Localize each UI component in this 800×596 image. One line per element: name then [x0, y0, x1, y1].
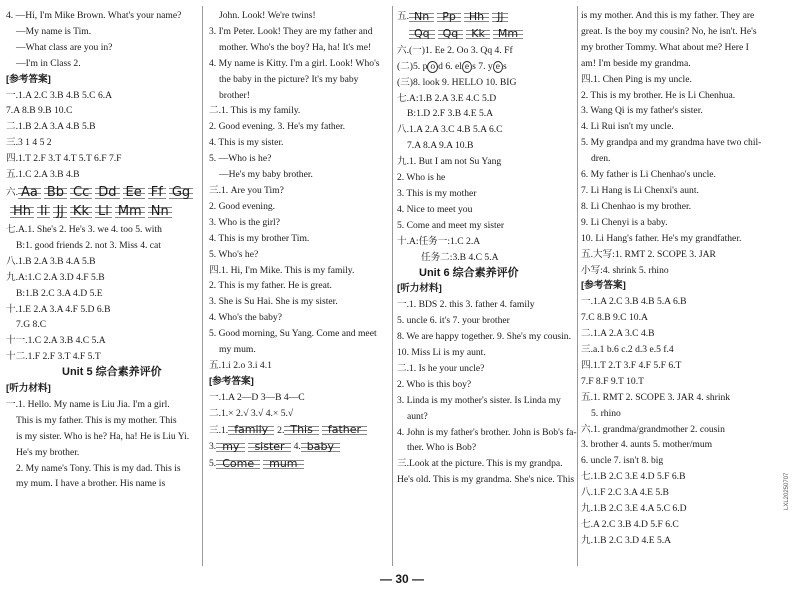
answer-line: 一.1.A 2.C 3.B 4.B 5.A 6.B	[581, 296, 687, 308]
written-word: my	[216, 440, 245, 454]
text-line: 一.1. Hello. My name is Liu Jia. I'm a girl.	[6, 398, 170, 410]
letter-pair: Nn	[148, 203, 172, 221]
letter-pair: Hh	[10, 203, 34, 221]
answer-line: B:1.D 2.F 3.B 4.E 5.A	[407, 108, 494, 120]
section-heading: [参考答案]	[581, 280, 626, 292]
text-line: 4. John is my father's brother. John is Bob's fa-	[397, 426, 577, 438]
answer-line: B:1.B 2.C 3.A 4.D 5.E	[16, 287, 103, 299]
answer-line: 一.1.A 2.C 3.B 4.B 5.C 6.A	[6, 89, 113, 101]
text-line: 3. She is Su Hai. She is my sister.	[209, 296, 338, 308]
item-label: 六.	[6, 187, 18, 199]
text-line: 小写:4. shrink 5. rhino	[581, 264, 669, 276]
text-span: s	[502, 60, 507, 72]
answer-line: 七.A 2.C 3.B 4.D 5.F 6.C	[581, 519, 679, 530]
answer-line: 九.1. But I am not Su Yang	[397, 156, 502, 168]
text-line: my mum.	[219, 344, 256, 356]
answer-line: 二.1.B 2.A 3.A 4.B 5.B	[6, 121, 96, 133]
written-word: Come	[216, 457, 260, 471]
answer-line: 五.1. RMT 2. SCOPE 3. JAR 4. shrink	[581, 391, 731, 403]
letter-pair: Mm	[115, 203, 145, 221]
letter-pair: Hh	[464, 10, 489, 24]
text-line: the baby in the picture? It's my baby	[219, 73, 359, 85]
section-heading: [听力材料]	[6, 383, 51, 395]
text-line: 3. Linda is my mother's sister. Is Linda my	[397, 394, 561, 406]
text-line: 5. Who's he?	[209, 248, 259, 260]
answer-line: 五.1.C 2.A 3.B 4.B	[6, 169, 80, 181]
letter-pair: Qq	[438, 27, 464, 41]
text-line: is my sister. Who is he? Ha, ha! He is Liu Yi.	[16, 430, 190, 442]
answer-line: 二.1.A 2.A 3.C 4.B	[581, 328, 655, 340]
answer-line: 三.a.1 b.6 c.2 d.3 e.5 f.4	[581, 344, 674, 356]
text-line: 四.1. Chen Ping is my uncle.	[581, 73, 692, 85]
text-line: 2. Who is this boy?	[397, 378, 472, 390]
section-heading: [参考答案]	[6, 73, 51, 85]
text-line: am! I'm beside my grandma.	[581, 57, 691, 69]
letter-pair: Ee	[123, 184, 145, 202]
text-line: 4. This is my brother Tim.	[209, 232, 310, 244]
unit-title: Unit 5 综合素养评价	[62, 366, 162, 379]
text-line: 一.1. BDS 2. this 3. father 4. family	[397, 299, 535, 311]
text-line: 5. uncle 6. it's 7. your brother	[397, 315, 510, 327]
text-line: This is my father. This is my mother. This	[16, 414, 177, 426]
text-line: my brother Tommy. What about me? Here I	[581, 41, 749, 53]
answer-line: 7.A 8.A 9.A 10.B	[407, 140, 474, 152]
handwriting-row	[397, 9, 575, 25]
letter-pair: Kk	[70, 203, 92, 221]
answer-line: 八.1.F 2.C 3.A 4.E 5.B	[581, 487, 669, 499]
text-line: He's old. This is my grandma. She's nice. This	[397, 474, 575, 486]
written-word: family	[228, 423, 274, 437]
text-line: 10. Miss Li is my aunt.	[397, 347, 486, 359]
circled-letter: e	[493, 61, 503, 73]
letter-pair: Kk	[466, 27, 490, 41]
answer-line: 一.1.A 2—D 3—B 4—C	[209, 391, 305, 403]
section-heading: [参考答案]	[209, 375, 254, 387]
text-line: —He's my baby brother.	[219, 169, 313, 181]
text-line: John. Look! We're twins!	[219, 10, 316, 21]
answer-line: 2. Who is he	[397, 172, 446, 184]
text-line: is my mother. And this is my father. They are	[581, 10, 755, 21]
text-line: brother!	[219, 89, 250, 101]
handwriting-row	[6, 184, 196, 202]
item-label: 3.	[209, 441, 217, 453]
text-line: 3. I'm Peter. Look! They are my father and	[209, 25, 373, 37]
answer-line: 3. brother 4. aunts 5. mother/mum	[581, 439, 713, 451]
text-line: 5. My grandpa and my grandma have two chil-	[581, 137, 762, 149]
answer-line: 六.(一)1. Ee 2. Oo 3. Qq 4. Ff	[397, 44, 513, 56]
column-divider	[577, 6, 578, 566]
answer-line: 七.A:1.B 2.A 3.E 4.C 5.D	[397, 92, 497, 104]
column-1	[6, 8, 196, 492]
answer-line: 三.3 1 4 5 2	[6, 137, 52, 149]
column-divider	[202, 6, 203, 566]
letter-pair: Bb	[44, 184, 67, 202]
text-span: d 6. el	[438, 60, 462, 72]
item-label: 4.	[293, 441, 301, 453]
text-line: 二.1. This is my family.	[209, 105, 301, 117]
answer-line: 九.1.B 2.C 3.E 4.A 5.C 6.D	[581, 503, 687, 515]
text-line: 8. Li Chenhao is my brother.	[581, 200, 692, 212]
written-word: mum	[263, 457, 303, 471]
circled-letter: e	[462, 61, 472, 73]
text-line: 4. —Hi, I'm Mike Brown. What's your name?	[6, 10, 182, 21]
unit-title: Unit 6 综合素养评价	[419, 266, 519, 279]
answer-line: 7.F 8.F 9.T 10.T	[581, 375, 644, 387]
text-line: mother. Who's the boy? Ha, ha! It's me!	[219, 41, 372, 53]
text-line: 2. This is my father. He is great.	[209, 280, 332, 292]
item-label: 五.	[397, 11, 409, 22]
item-label: 2.	[277, 424, 285, 436]
text-line: 3. Wang Qi is my father's sister.	[581, 105, 703, 117]
letter-pair: Pp	[437, 10, 461, 24]
text-span: s 7. y	[472, 60, 493, 72]
written-word: This	[284, 423, 318, 437]
text-line: 8. We are happy together. 9. She's my cousin.	[397, 331, 571, 343]
text-line: 2. This is my brother. He is Li Chenhua.	[581, 89, 736, 101]
text-line: 4. Who's the baby?	[209, 312, 282, 324]
text-line: 5. Good morning, Su Yang. Come and meet	[209, 328, 377, 340]
text-line: 5. —Who is he?	[209, 153, 272, 165]
answer-line: B:1. good friends 2. not 3. Miss 4. cat	[16, 239, 161, 251]
answer-line: 3. This is my mother	[397, 187, 477, 199]
text-line: 10. Li Hang's father. He's my grandfather.	[581, 232, 742, 244]
handwriting-row	[6, 203, 196, 221]
letter-pair: Nn	[409, 10, 434, 24]
answer-line: 任务二:3.B 4.C 5.A	[421, 251, 499, 263]
text-line: 9. Li Chenyi is a baby.	[581, 216, 668, 228]
column-2	[209, 8, 394, 473]
written-word: baby	[301, 440, 340, 454]
text-line: He's my brother.	[16, 446, 80, 458]
answer-line: 7.A 8.B 9.B 10.C	[6, 105, 73, 117]
letter-pair: Mm	[493, 27, 523, 41]
text-line: 4. My name is Kitty. I'm a girl. Look! Who's	[209, 57, 380, 69]
answer-line: 十二.1.F 2.F 3.T 4.F 5.T	[6, 351, 101, 363]
letter-pair: Aa	[18, 184, 41, 202]
answer-line: 六.1. grandma/grandmother 2. cousin	[581, 423, 725, 435]
text-line: 7. Li Hang is Li Chenxi's aunt.	[581, 184, 699, 196]
item-label: 5.	[209, 458, 217, 470]
print-code: LXL20250707	[784, 472, 790, 510]
text-span: (二)5. p	[397, 60, 428, 72]
answer-line: 四.1.T 2.T 3.F 4.F 5.F 6.T	[581, 359, 682, 371]
section-heading: [听力材料]	[397, 283, 442, 295]
answer-line: 4. Nice to meet you	[397, 203, 473, 215]
letter-pair: Ff	[148, 184, 166, 202]
answer-line: 七.A.1. She's 2. He's 3. we 4. too 5. with	[6, 223, 162, 235]
letter-pair: Gg	[169, 184, 193, 202]
answer-line: 5. rhino	[591, 407, 621, 419]
text-line: dren.	[591, 153, 611, 165]
answer-line: 二.1.× 2.√ 3.√ 4.× 5.√	[209, 407, 294, 419]
answer-line: 5. Come and meet my sister	[397, 219, 505, 231]
text-line: great. Is the boy my cousin? No, he isn't. He's	[581, 25, 757, 37]
handwriting-row	[209, 423, 394, 439]
text-line: 3. Who is the girl?	[209, 216, 280, 228]
letter-pair: Dd	[95, 184, 119, 202]
handwriting-row	[209, 439, 394, 455]
column-4	[581, 8, 789, 549]
answer-line: (三)8. look 9. HELLO 10. BIG	[397, 76, 517, 88]
text-line: —I'm in Class 2.	[16, 57, 81, 69]
answer-line: 十.1.E 2.A 3.A 4.F 5.D 6.B	[6, 303, 111, 315]
text-line: ther. Who is Bob?	[407, 442, 477, 454]
column-3	[397, 8, 575, 488]
answer-line: 十.A:任务一:1.C 2.A	[397, 235, 481, 247]
letter-pair: Jj	[53, 203, 66, 221]
letter-pair: Jj	[492, 10, 508, 24]
page-number: — 30 —	[380, 572, 425, 586]
text-line: 三.Look at the picture. This is my grandpa.	[397, 458, 563, 470]
answer-line: 九.1.B 2.C 3.D 4.E 5.A	[581, 534, 672, 546]
answer-line: 九.A:1.C 2.A 3.D 4.F 5.B	[6, 271, 105, 283]
text-line: 2. My name's Tony. This is my dad. This is	[16, 462, 181, 474]
text-line: 2. Good evening. 3. He's my father.	[209, 121, 346, 133]
answer-line: 八.1.A 2.A 3.C 4.B 5.A 6.C	[397, 124, 503, 136]
answer-line: 十一.1.C 2.A 3.B 4.C 5.A	[6, 335, 106, 347]
answer-line: 7.G 8.C	[16, 319, 47, 331]
answer-line: 7.C 8.B 9.C 10.A	[581, 312, 648, 324]
text-line: 四.1. Hi, I'm Mike. This is my family.	[209, 264, 355, 276]
text-line: 五.大写:1. RMT 2. SCOPE 3. JAR	[581, 248, 716, 260]
answer-line: 四.1.T 2.F 3.T 4.T 5.T 6.F 7.F	[6, 153, 122, 165]
text-line: —What class are you in?	[16, 41, 113, 53]
handwriting-row	[209, 456, 394, 472]
written-word: sister	[248, 440, 290, 454]
written-word: father	[322, 423, 367, 437]
letter-pair: Ii	[37, 203, 50, 221]
letter-pair: Ll	[95, 203, 112, 221]
letter-pair: Cc	[70, 184, 92, 202]
answer-line: 6. uncle 7. isn't 8. big	[581, 455, 664, 467]
text-line: —My name is Tim.	[16, 25, 92, 37]
letter-pair: Qq	[409, 27, 435, 41]
answer-line: 七.1.B 2.C 3.E 4.D 5.F 6.B	[581, 471, 686, 483]
item-label: 三.1.	[209, 424, 229, 436]
text-line: 4. Li Rui isn't my uncle.	[581, 121, 674, 133]
text-line: my mum. I have a brother. His name is	[16, 478, 166, 490]
text-line: 三.1. Are you Tim?	[209, 184, 284, 196]
answer-line: 八.1.B 2.A 3.B 4.A 5.B	[6, 255, 96, 267]
text-line: 4. This is my sister.	[209, 137, 284, 149]
text-line: 五.1.i 2.o 3.i 4.1	[209, 359, 272, 371]
text-line: 6. My father is Li Chenhao's uncle.	[581, 169, 716, 181]
answer-line	[397, 59, 575, 75]
handwriting-row	[397, 26, 575, 42]
text-line: aunt?	[407, 410, 428, 422]
text-line: 2. Good evening.	[209, 200, 276, 212]
text-line: 二.1. Is he your uncle?	[397, 362, 485, 374]
circled-letter: o	[427, 61, 438, 73]
